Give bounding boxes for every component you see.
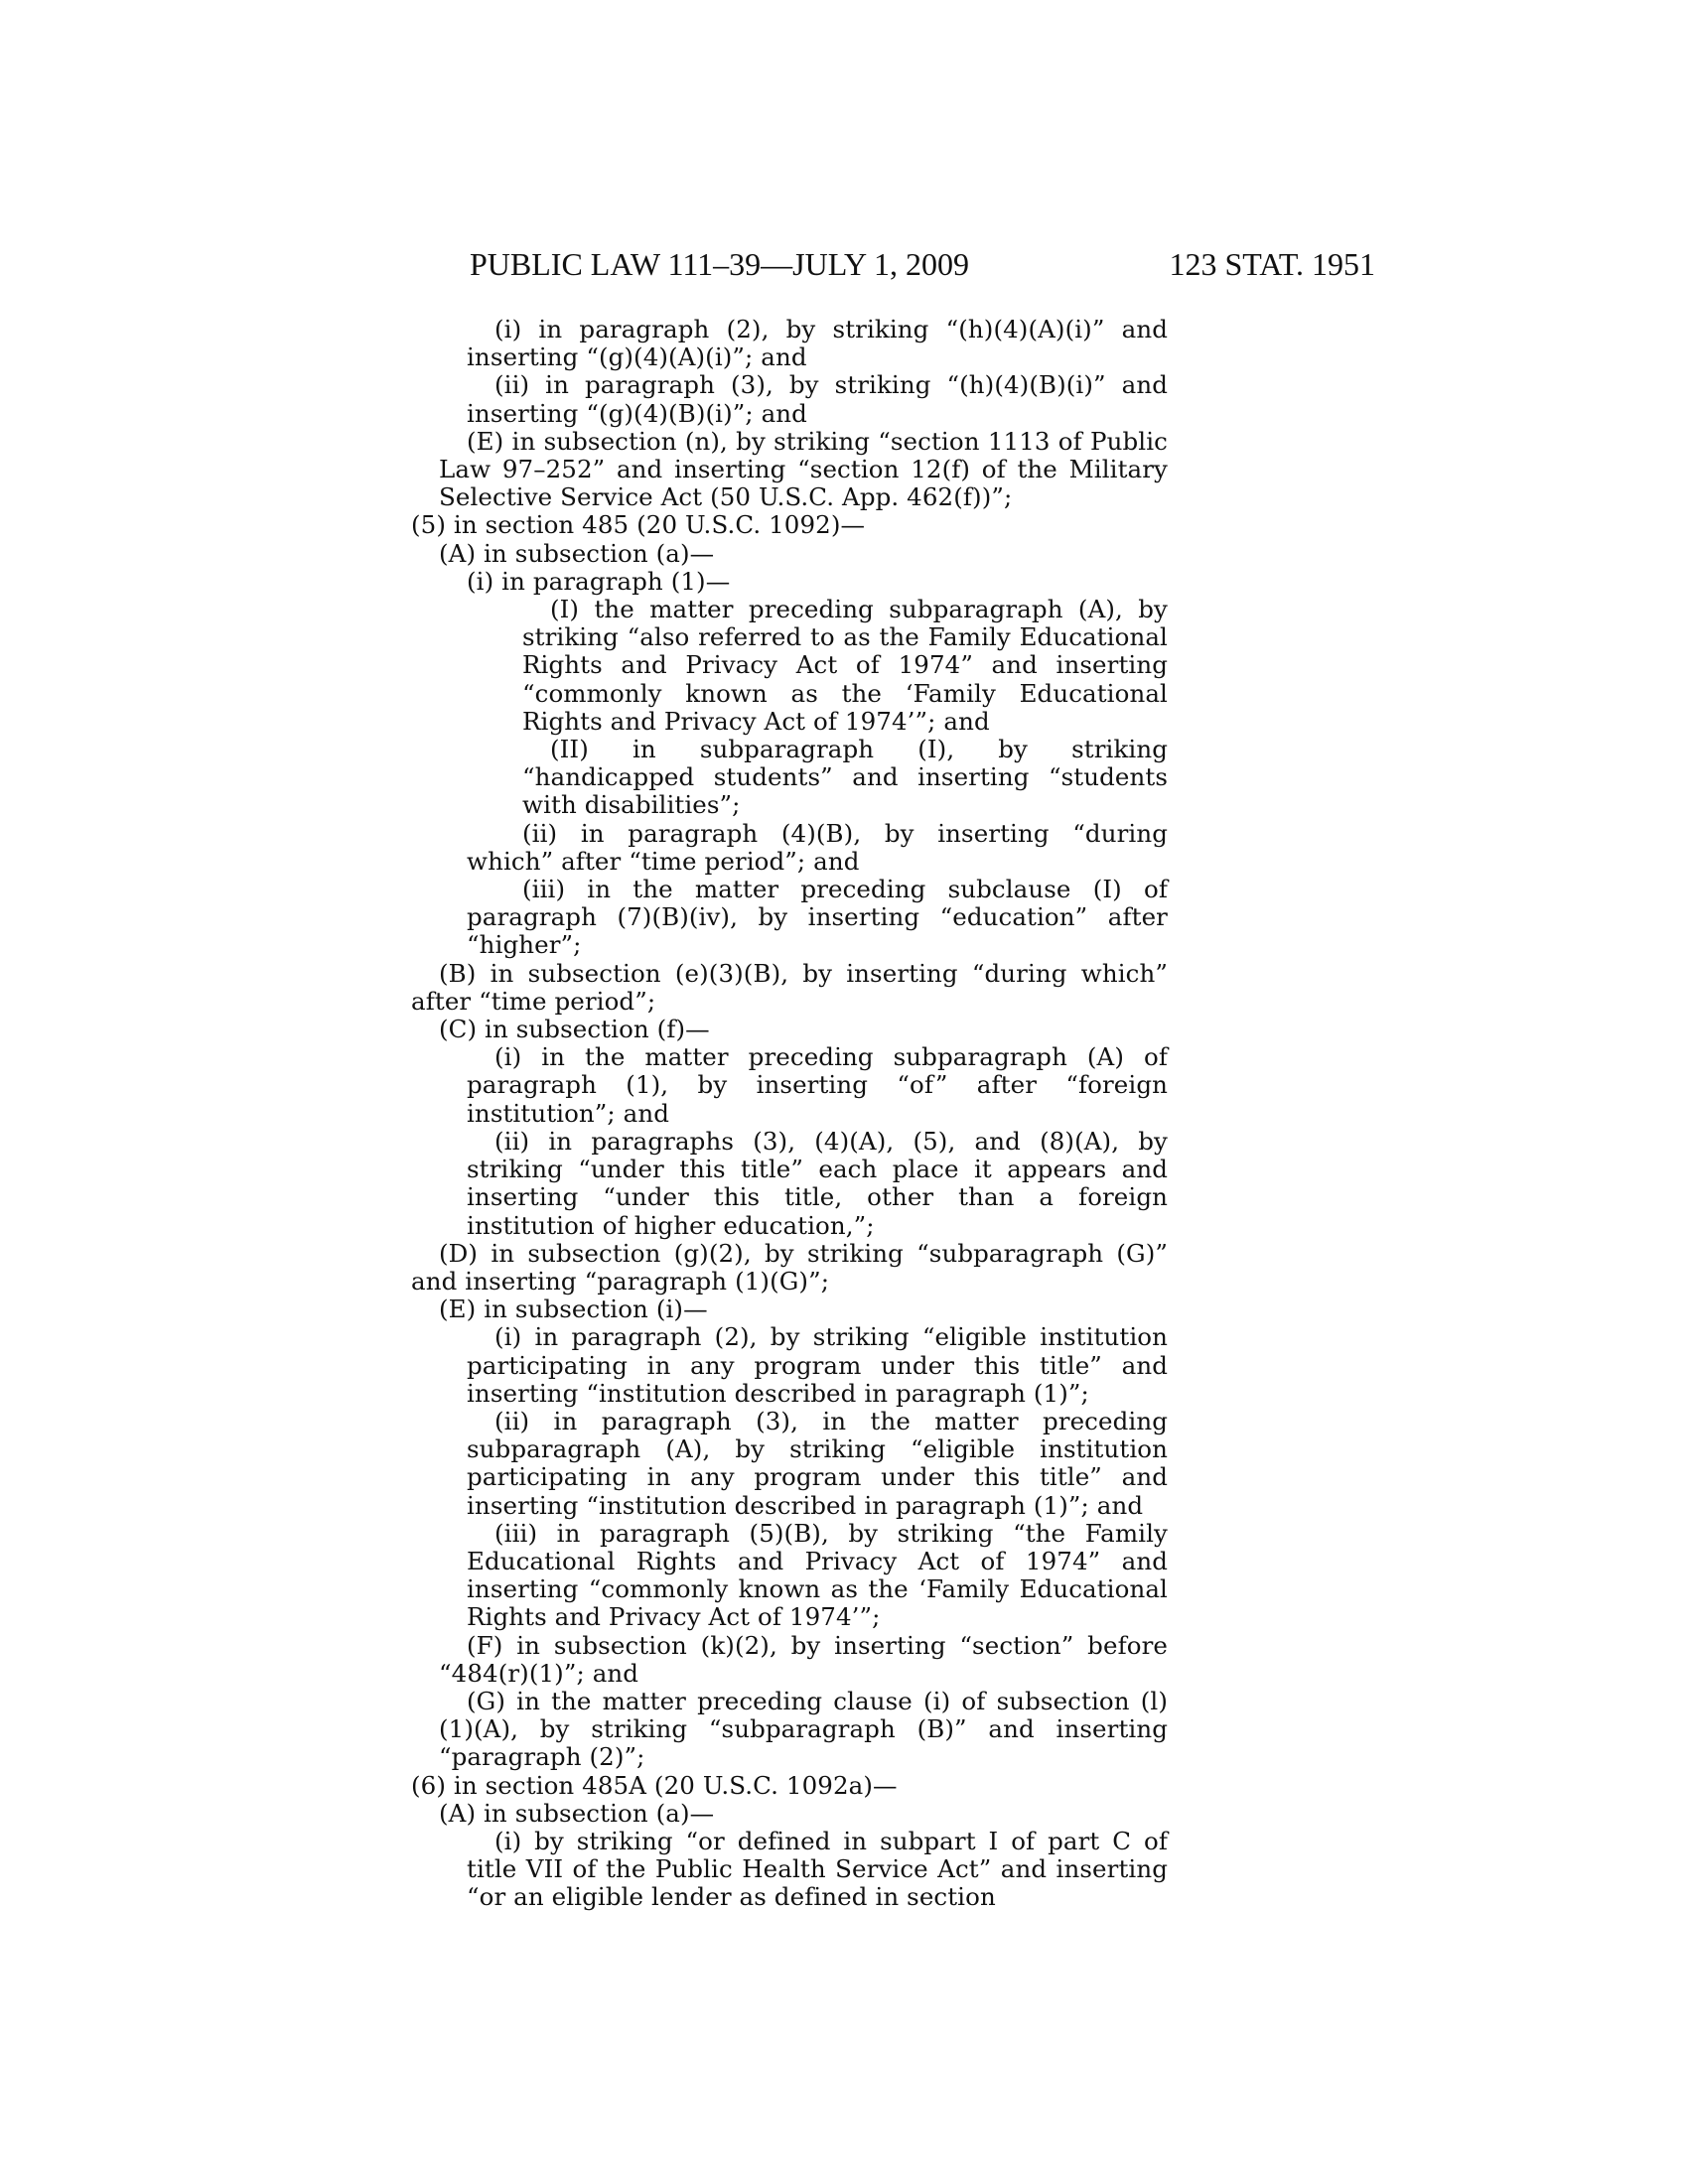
- statute-paragraph: (A) in subsection (a)—: [439, 538, 715, 568]
- statute-paragraph: (ii) in paragraph (3), in the matter preceding subparagraph (A), by striking “eligible institution participating in any program under this title” and inserting “institution described in paragraph (1)”; and: [467, 1406, 1168, 1520]
- statute-paragraph: (i) in paragraph (1)—: [467, 566, 731, 596]
- running-head-page-ref: 123 STAT. 1951: [1169, 246, 1375, 282]
- statute-paragraph: (iii) in paragraph (5)(B), by striking “the Family Educational Rights and Privacy Act of 1974” and inserting “commonly known as the ‘Family Educational Rights and Privacy Act of 1974’”;: [467, 1518, 1168, 1632]
- statute-paragraph: (G) in the matter preceding clause (i) of subsection (l)(1)(A), by striking “subparagraph (B)” and inserting “paragraph (2)”;: [439, 1686, 1168, 1772]
- statute-paragraph: (i) in paragraph (2), by striking “(h)(4)(A)(i)” and inserting “(g)(4)(A)(i)”; and: [467, 315, 1168, 372]
- statute-body: [411, 316, 1168, 1912]
- statute-paragraph: (i) in paragraph (2), by striking “eligible institution participating in any program under this title” and inserting “institution described in paragraph (1)”;: [467, 1322, 1168, 1408]
- statute-paragraph: (5) in section 485 (20 U.S.C. 1092)—: [411, 510, 866, 540]
- running-head: [470, 244, 1375, 284]
- statute-paragraph: (i) by striking “or defined in subpart I of part C of title VII of the Public Health Service Act” and inserting “or an eligible lender as defined in section: [467, 1826, 1168, 1912]
- statute-paragraph: (B) in subsection (e)(3)(B), by inserting “during which” after “time period”;: [411, 958, 1168, 1016]
- statute-paragraph: (C) in subsection (f)—: [439, 1015, 710, 1044]
- statute-paragraph: (D) in subsection (g)(2), by striking “subparagraph (G)” and inserting “paragraph (1)(G)”;: [411, 1238, 1168, 1296]
- statute-paragraph: (iii) in the matter preceding subclause (I) of paragraph (7)(B)(iv), by inserting “education” after “higher”;: [467, 875, 1168, 960]
- statute-paragraph: (E) in subsection (n), by striking “section 1113 of Public Law 97–252” and inserting “section 12(f) of the Military Selective Service Act (50 U.S.C. App. 462(f))”;: [439, 426, 1168, 512]
- statute-paragraph: (A) in subsection (a)—: [439, 1798, 715, 1828]
- statute-paragraph: (ii) in paragraph (4)(B), by inserting “during which” after “time period”; and: [467, 818, 1168, 876]
- statute-paragraph: (i) in the matter preceding subparagraph (A) of paragraph (1), by inserting “of” after “foreign institution”; and: [467, 1042, 1168, 1128]
- statute-paragraph: (I) the matter preceding subparagraph (A), by striking “also referred to as the Family Educational Rights and Privacy Act of 1974” and inserting “commonly known as the ‘Family Educational Rights and Privacy Act of 1974’”; and: [522, 595, 1168, 736]
- statute-paragraph: (E) in subsection (i)—: [439, 1295, 708, 1324]
- statute-paragraph: (II) in subparagraph (I), by striking “handicapped students” and inserting “students with disabilities”;: [522, 735, 1168, 820]
- statute-paragraph: (F) in subsection (k)(2), by inserting “section” before “484(r)(1)”; and: [439, 1630, 1168, 1688]
- statute-paragraph: (6) in section 485A (20 U.S.C. 1092a)—: [411, 1770, 898, 1800]
- statute-paragraph: (ii) in paragraphs (3), (4)(A), (5), and (8)(A), by striking “under this title” each place it appears and inserting “under this title, other than a foreign institution of higher education,”;: [467, 1126, 1168, 1240]
- statute-paragraph: (ii) in paragraph (3), by striking “(h)(4)(B)(i)” and inserting “(g)(4)(B)(i)”; and: [467, 370, 1168, 428]
- running-head-title: PUBLIC LAW 111–39—JULY 1, 2009: [470, 246, 969, 282]
